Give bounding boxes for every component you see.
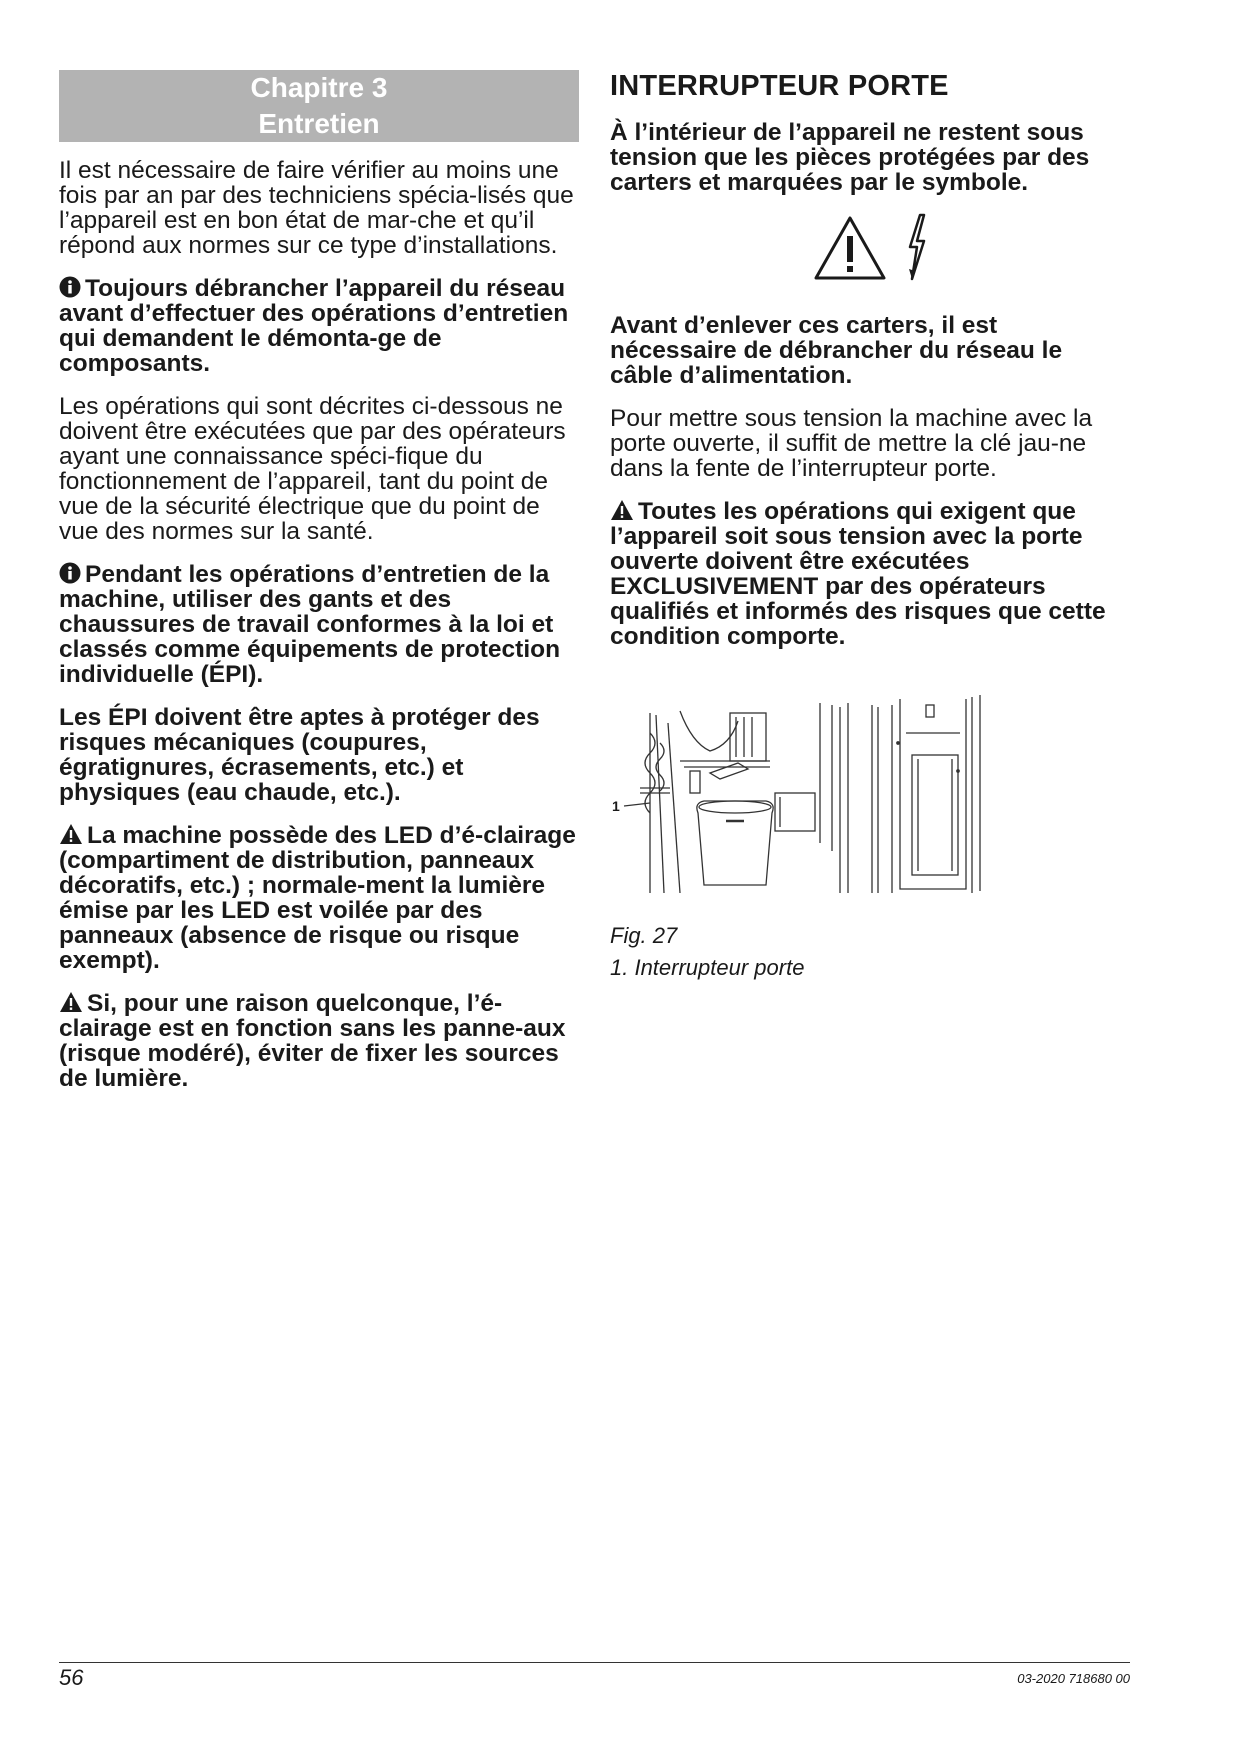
chapter-banner	[59, 70, 579, 142]
info-circle-icon	[59, 562, 81, 584]
page-number: 56	[59, 1665, 84, 1690]
section-heading: INTERRUPTEUR PORTE	[610, 70, 949, 102]
door-switch-illustration	[610, 693, 1030, 903]
figure-caption: Fig. 27	[610, 923, 678, 948]
yellow-key-paragraph: Pour mettre sous tension la machine avec la porte ouverte, il suffit de mettre la clé jau-ne dans la fente de l’interrupteur porte.	[610, 405, 1093, 482]
info-note-unplug	[59, 276, 579, 376]
warning-open-door	[610, 499, 1130, 649]
warning-triangle-icon	[59, 823, 83, 845]
warning-triangle-icon	[812, 214, 888, 282]
intro-paragraph: Il est nécessaire de faire vérifier au moins une fois par an par des techniciens spécia-lisés que l’appareil est en bon état de mar-che et qu’il répond aux normes sur ce type d’installations.	[59, 157, 574, 259]
chapter-title: Entretien	[258, 108, 380, 139]
operators-paragraph: Les opérations qui sont décrites ci-dessous ne doivent être exécutées que par des opérateurs ayant une connaissance spéci-fique du fonctionnement de l’appareil, tant du point de vue de la sécurité électrique que du point de vue des normes sur la santé.	[59, 393, 566, 545]
ppe-paragraph: Les ÉPI doivent être aptes à protéger des risques mécaniques (coupures, égratignures, écrasements, etc.) et physiques (eau chaude, etc.).	[59, 704, 540, 806]
chapter-number: Chapitre 3	[250, 72, 388, 103]
live-parts-paragraph: À l’intérieur de l’appareil ne restent sous tension que les pièces protégées par des carters et marquées par le symbole.	[610, 119, 1090, 196]
warning-led	[59, 823, 579, 973]
document-code: 03-2020 718680 00	[1017, 1671, 1130, 1686]
warning-open-door-text: Toutes les opérations qui exigent que l’appareil soit sous tension avec la porte ouverte doivent être exécutées EXCLUSIVEMENT par des opérateurs qualifiés et informés des risques que cette condition comporte.	[610, 498, 1106, 650]
lightning-bolt-icon	[906, 213, 928, 283]
figure-legend: 1. Interrupteur porte	[610, 955, 805, 980]
info-note-ppe	[59, 562, 579, 687]
disconnect-paragraph: Avant d’enlever ces carters, il est nécessaire de débrancher du réseau le câble d’alimentation.	[610, 312, 1063, 389]
footer-divider	[59, 1662, 1130, 1663]
figure-label: 1	[612, 798, 620, 814]
info-note-ppe-text: Pendant les opérations d’entretien de la machine, utiliser des gants et des chaussures de travail conformes à la loi et classés comme équipements de protection individuelle (ÉPI).	[59, 561, 561, 688]
safety-symbols	[610, 213, 1130, 283]
info-circle-icon	[59, 276, 81, 298]
right-column	[610, 70, 1130, 984]
warning-triangle-icon	[59, 991, 83, 1013]
warning-triangle-icon	[610, 499, 634, 521]
warning-led-text: La machine possède des LED d’é-clairage (compartiment de distribution, panneaux décoratifs, etc.) ; normale-ment la lumière émise par les LED est voilée par des panneaux (absence de risque ou risque exempt).	[59, 822, 576, 974]
warning-light-sources	[59, 991, 579, 1091]
warning-light-sources-text: Si, pour une raison quelconque, l’é-clairage est en fonction sans les panne-aux (risque modéré), éviter de fixer les sources de lumière.	[59, 990, 566, 1092]
info-note-unplug-text: Toujours débrancher l’appareil du réseau avant d’effectuer des opérations d’entretien qui demandent le démonta-ge de composants.	[59, 275, 569, 377]
left-column	[59, 70, 579, 1109]
